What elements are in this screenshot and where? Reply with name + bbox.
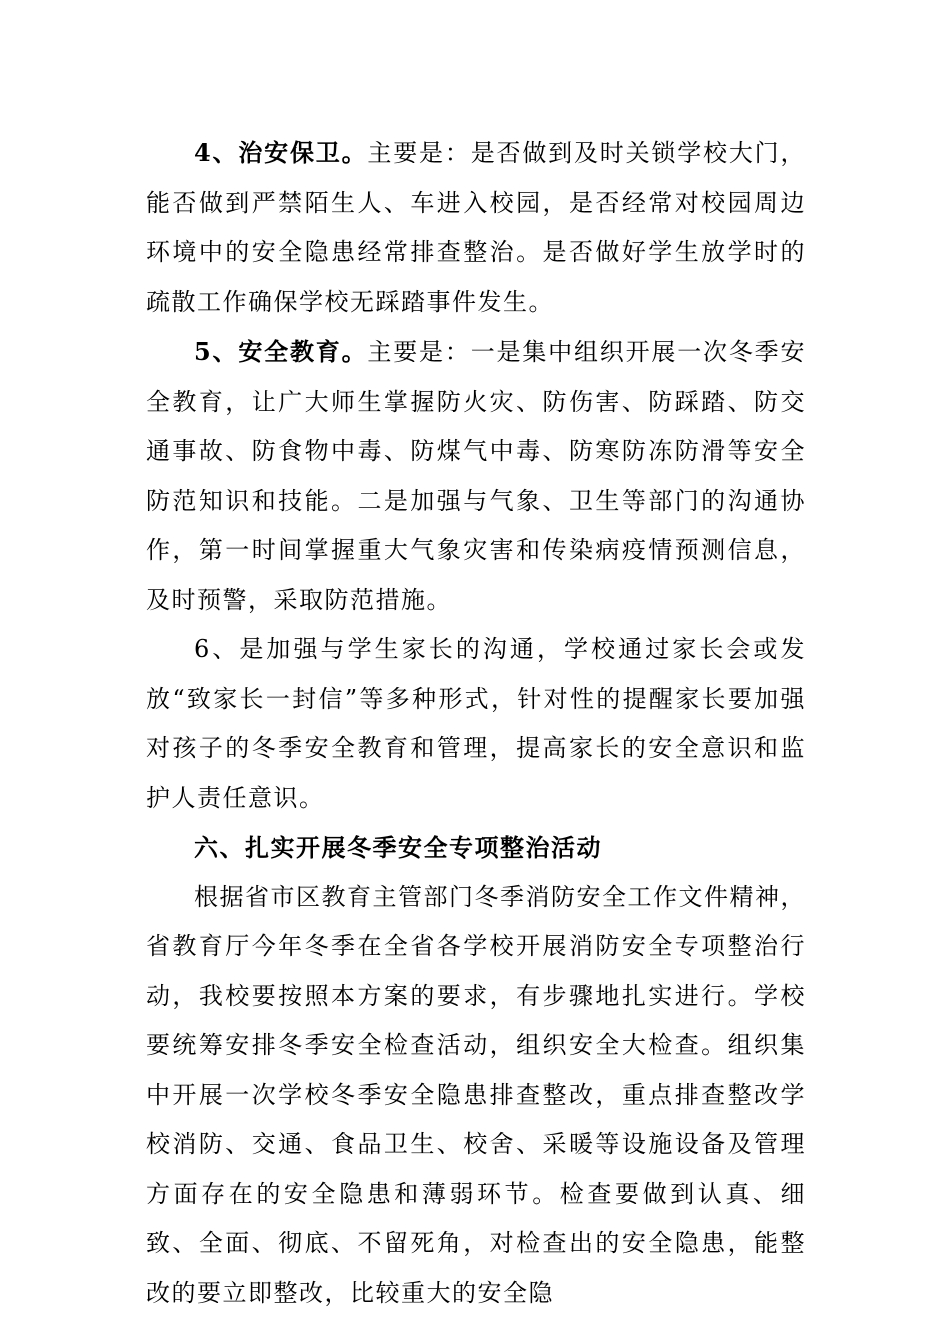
section-body: 根据省市区教育主管部门冬季消防安全工作文件精神，省教育厅今年冬季在全省各学校开展消防安全专项整治行动，我校要按照本方案的要求，有步骤地扎实进行。学校要统筹安排冬季安全检查活动，组织安全大检查。组织集中开展一次学校冬季安全隐患排查整改，重点排查整改学校消防、交通、食品卫生、校舍、采暖等设施设备及管理方面存在的安全隐患和薄弱环节。检查要做到认真、细致、全面、彻底、不留死角，对检查出的安全隐患，能整改的要立即整改，比较重大的安全隐 [146,882,806,1307]
paragraph-public-security [146,128,806,327]
section-heading: 六、扎实开展冬季安全专项整治活动 [194,833,602,862]
paragraph-text: 6、是加强与学生家长的沟通，学校通过家长会或发放“致家长一封信”等多种形式，针对性的提醒家长要加强对孩子的冬季安全教育和管理，提高家长的安全意识和监护人责任意识。 [146,635,806,812]
paragraph-text: 主要是：一是集中组织开展一次冬季安全教育，让广大师生掌握防火灾、防伤害、防踩踏、防交通事故、防食物中毒、防煤气中毒、防寒防冻防滑等安全防范知识和技能。二是加强与气象、卫生等部门的沟通协作，第一时间掌握重大气象灾害和传染病疫情预测信息，及时预警，采取防范措施。 [146,338,806,614]
paragraph-lead: 5、安全教育。 [194,337,368,366]
paragraph-parent-communication [146,625,806,823]
paragraph-text: 主要是：是否做到及时关锁学校大门，能否做到严禁陌生人、车进入校园，是否经常对校园周边环境中的安全隐患经常排查整治。是否做好学生放学时的疏散工作确保学校无踩踏事件发生。 [146,139,806,316]
paragraph-safety-education [146,327,806,625]
paragraph-lead: 4、治安保卫。 [194,138,368,167]
document-page [146,128,806,1318]
